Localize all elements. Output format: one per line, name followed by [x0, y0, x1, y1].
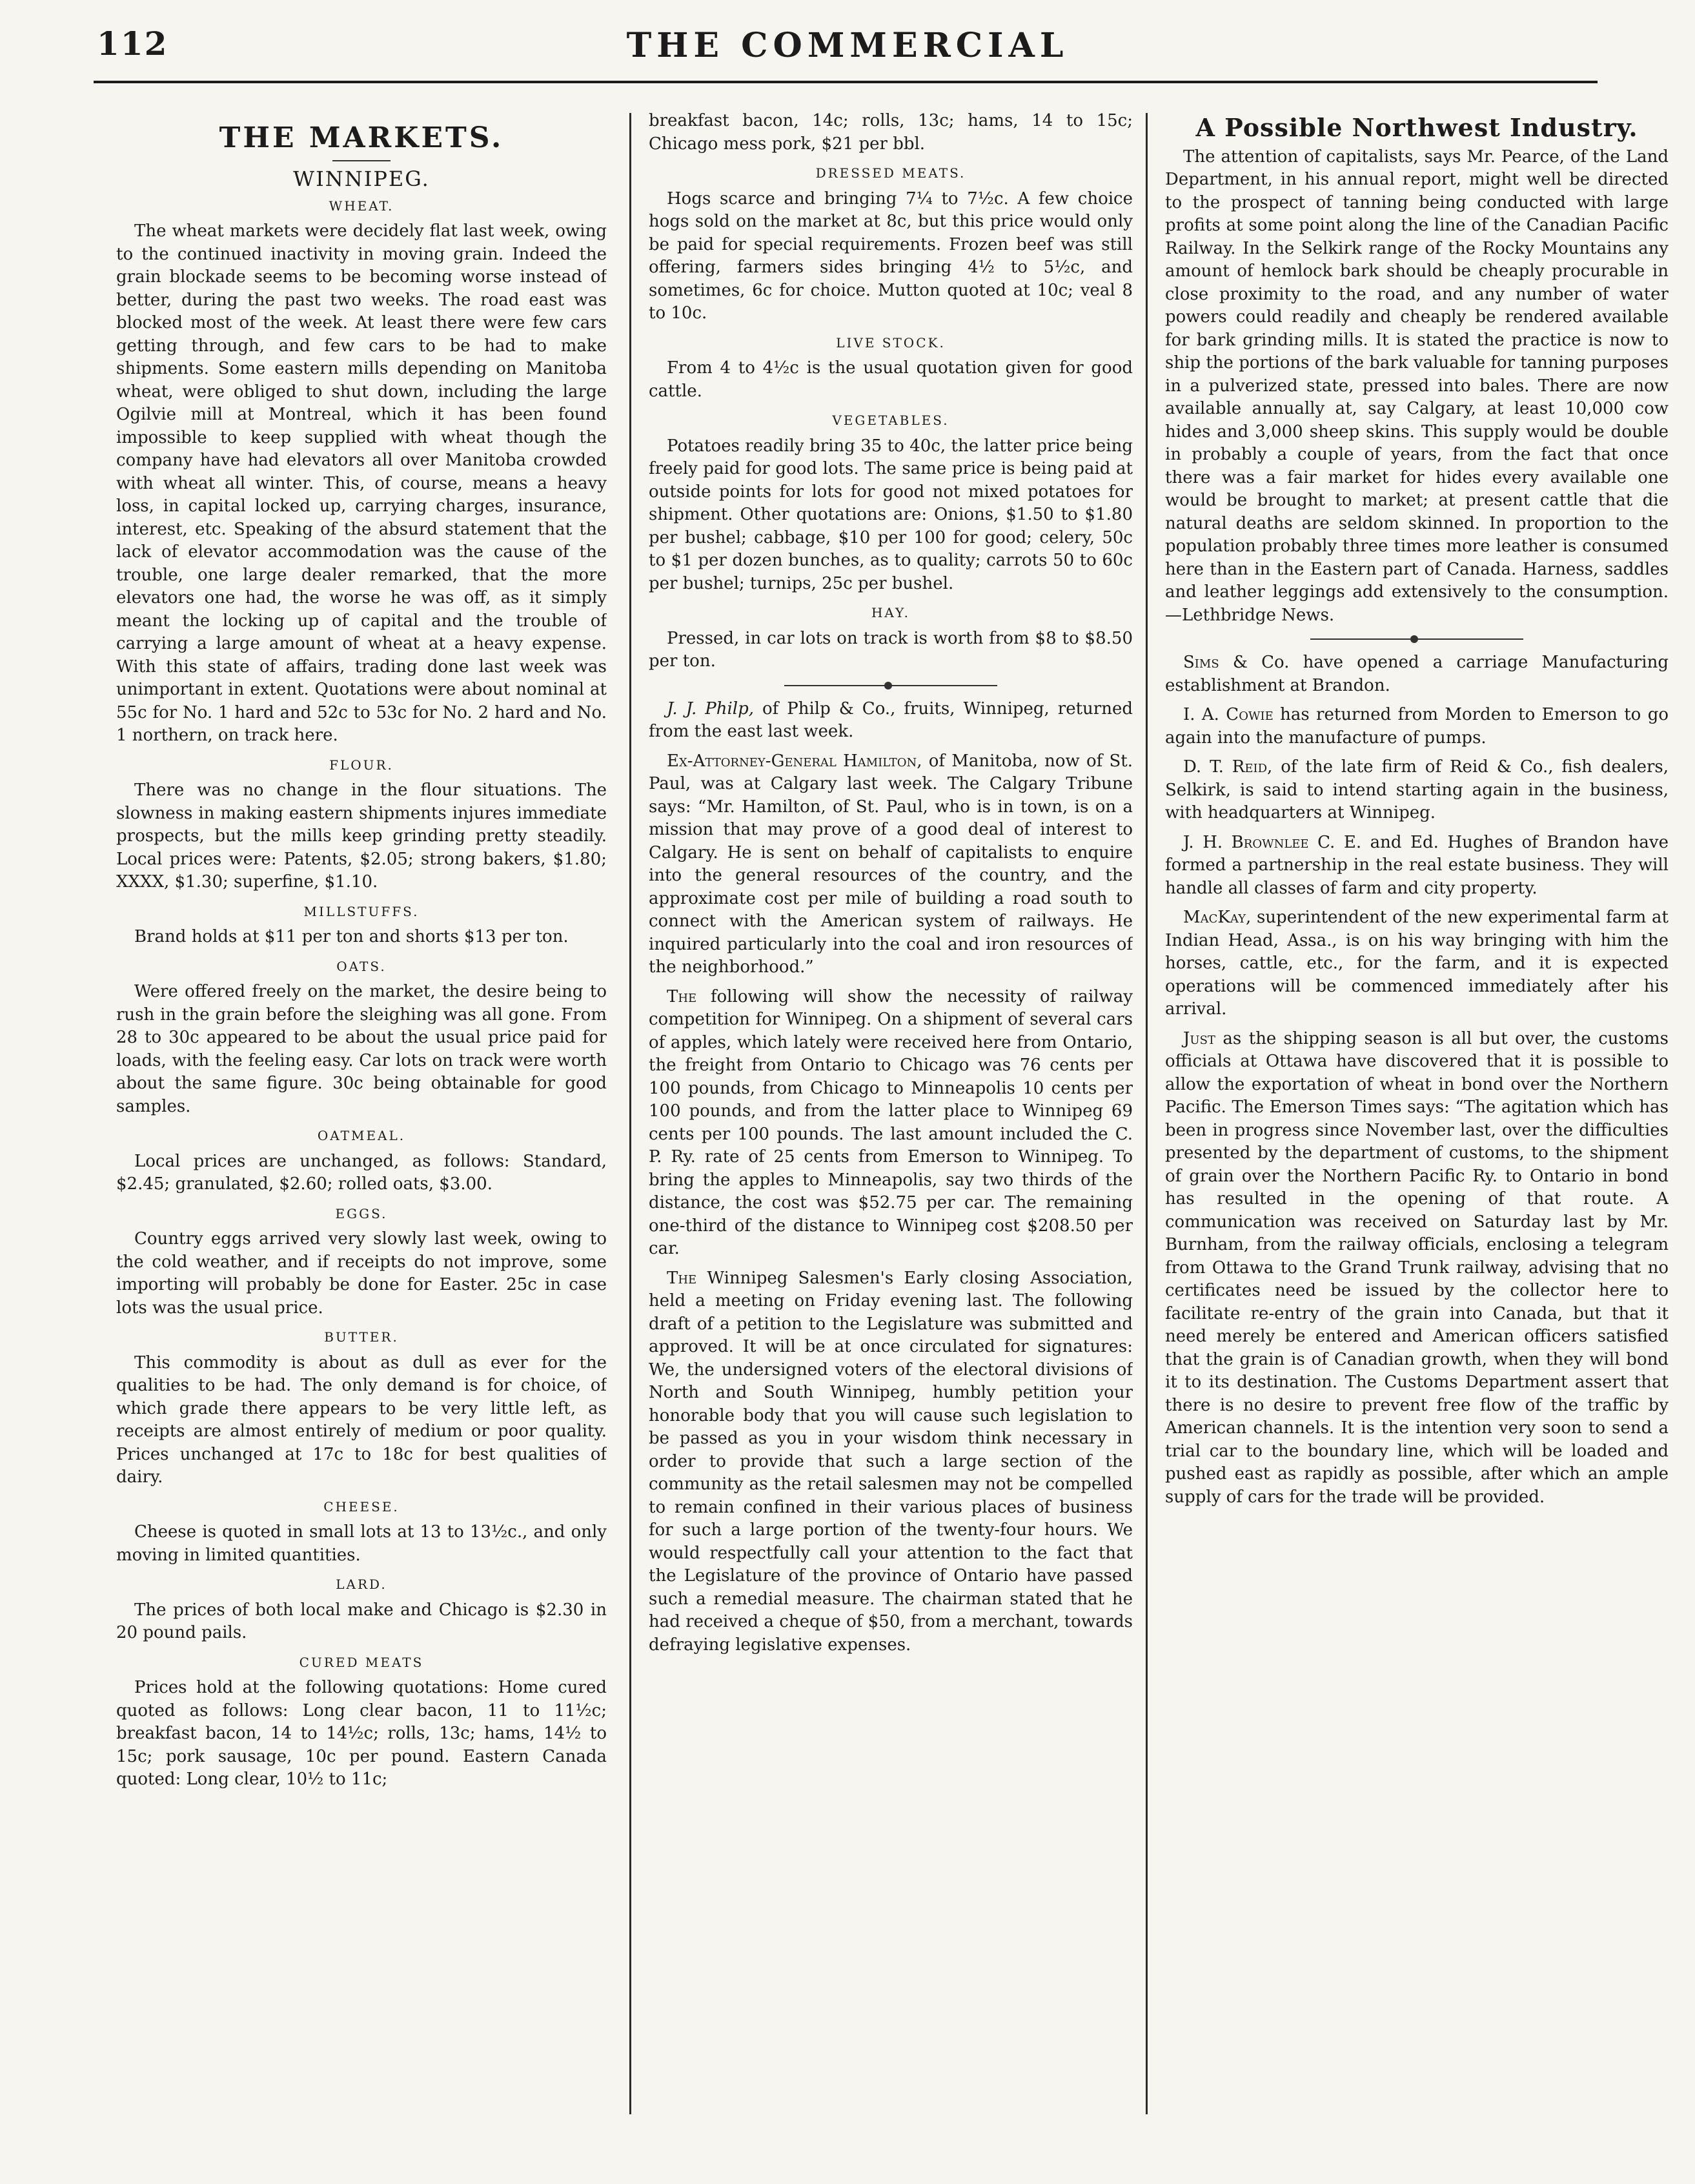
- dressed-meats-text: Hogs scarce and bringing 7¼ to 7½c. A few choice hogs sold on the market at 8c, but this price would only be paid for special requirements. Frozen beef was still offering, farmers sides bringing 4½ to 5½c, and sometimes, 6c for choice. Mutton quoted at 10c; veal 8 to 10c.: [649, 189, 1133, 323]
- industry-heading: A Possible Northwest Industry.: [1195, 113, 1638, 142]
- cheese-label: CHEESE.: [323, 1498, 400, 1515]
- news-item-sims-name: Sims: [1183, 653, 1219, 672]
- hay-text: Pressed, in car lots on track is worth from $8 to $8.50 per ton.: [649, 628, 1133, 671]
- news-item-reid-name: D. T. Reid,: [1183, 757, 1273, 777]
- vegetables-text: Potatoes readily bring 35 to 40c, the latter price being freely paid for good lots. The same price is being paid at outside points for lots for good not mixed potatoes for shipment. Other quotations are: Onions, $1.50 to $1.80 per bushel; cabbage, $10 per 100 for good; celery, 50c to $1 per dozen bunches, as to quality; carrots 50 to 60c per bushel; turnips, 25c per bushel.: [649, 436, 1133, 593]
- masthead-rule: [94, 81, 1598, 83]
- flour-text: There was no change in the flour situations. The slowness in making eastern shipments injures immediate prospects, but the mills keep grinding pretty steadily. Local prices were: Patents, $2.05; strong bakers, $1.80; XXXX, $1.30; superfine, $1.10.: [116, 781, 607, 892]
- news-item-customs-name: Just: [1183, 1028, 1215, 1048]
- oats-label: OATS.: [336, 958, 387, 974]
- lard-text: The prices of both local make and Chicago is $2.30 in 20 pound pails.: [116, 1600, 607, 1642]
- news-item-salesmen: [649, 1267, 1133, 1657]
- wheat-text: The wheat markets were decidely flat last week, owing to the continued inactivity in moving grain. Indeed the grain blockade seems to be becoming worse instead of better, during the past two weeks. The road east was blocked most of the week. At least there were few cars getting through, and few cars to be had to make shipments. Some eastern mills depending on Manitoba wheat, were obliged to shut down, including the large Ogilvie mill at Montreal, which it has been found impossible to keep supplied with wheat though the company have had elevators all over Manitoba crowded with wheat all winter. This, of course, means a heavy loss, in capital locked up, carrying charges, insurance, interest, etc. Speaking of the absurd statement that the lack of elevator accommodation was the cause of the trouble, one large dealer remarked, that the more elevators one had, the worse he was off, as it simply meant the locking up of capital and the trouble of carrying a large amount of wheat at a heavy expense. With this state of affairs, trading done last week was unimportant in extent. Quotations were about nominal at 55c for No. 1 hard and 52c to 53c for No. 2 hard and No. 1 northern, on track here.: [116, 221, 607, 745]
- news-item-salesmen-name: The: [667, 1268, 697, 1288]
- news-item-reid-text: of the late firm of Reid & Co., fish dealers, Selkirk, is said to intend starting again in the business, with headquarters at Winnipeg.: [1165, 757, 1669, 822]
- news-item-mackay: [1165, 906, 1669, 1021]
- city-subheading: WINNIPEG.: [293, 167, 430, 191]
- news-item-cowie: [1165, 704, 1669, 750]
- oatmeal-text: Local prices are unchanged, as follows: Standard, $2.45; granulated, $2.60; rolled oats, $3.00.: [116, 1151, 607, 1194]
- news-item-philp-name: J. J. Philp,: [667, 699, 755, 719]
- column-1: [116, 110, 607, 2130]
- news-item-customs-text: as the shipping season is all but over, the customs officials at Ottawa have discovered that it is possible to allow the exportation of wheat in bond over the Northern Pacific. The Emerson Times says: “The agitation which has been in progress since November last, over the difficulties presented by the department of customs, to the shipment of grain over the Northern Pacific Ry. to Ontario in bond has resulted in the opening of that route. A communication was received on Saturday last by Mr. Burnham, from the railway officials, enclosing a telegram from Ottawa to the Grand Trunk railway, advising that no certificates need be issued by the collector here to facilitate re-entry of the grain into Canada, but that it need merely be entered and American officers satisfied that the grain is of Canadian growth, when they will bond it to its destination. The Customs Department assert that there is no desire to prevent free flow of the traffic by American channels. It is the intention very soon to send a trial car to the boundary line, which will be loaded and pushed east as rapidly as possible, after which an ample supply of cars for the trade will be provided.: [1165, 1028, 1669, 1507]
- wheat-label: WHEAT.: [329, 198, 394, 214]
- page-number: 112: [97, 25, 168, 63]
- lard-label: LARD.: [336, 1577, 387, 1592]
- news-item-cowie-text: has returned from Morden to Emerson to go again into the manufacture of pumps.: [1165, 705, 1669, 748]
- news-item-customs: [1165, 1028, 1669, 1509]
- heading-rule: [332, 160, 391, 161]
- news-item-mackay-name: MacKay,: [1183, 908, 1252, 927]
- news-item-brownlee-name: J. H. Brownlee: [1183, 832, 1309, 852]
- column-2: [649, 110, 1133, 2130]
- news-item-competition: [649, 986, 1133, 1261]
- live-stock-text: From 4 to 4½c is the usual quotation given for good cattle.: [649, 358, 1133, 401]
- vegetables-label: VEGETABLES.: [832, 413, 949, 428]
- hay-label: HAY.: [871, 605, 911, 620]
- cheese-text: Cheese is quoted in small lots at 13 to 13½c., and only moving in limited quantities.: [116, 1522, 607, 1565]
- section-divider: [1310, 638, 1523, 640]
- news-item-salesmen-text: Winnipeg Salesmen's Early closing Association, held a meeting on Friday evening last. The following draft of a petition to the Legislature was submitted and approved. It will be at once circulated for signatures: We, the undersigned voters of the electoral divisions of North and South Winnipeg, humbly petition your honorable body that you will cause such legislation to be passed as you in your wisdom think necessary in order to provide that such a large section of the community as the retail salesmen may not be compelled to remain confined in their various places of business for such a large portion of the twenty-four hours. We would respectfully call your attention to the fact that the Legislature of the province of Ontario have passed such a remedial measure. The chairman stated that he had received a cheque of $50, from a merchant, towards defraying legislative expenses.: [649, 1268, 1133, 1655]
- news-item-mackay-text: superintendent of the new experimental farm at Indian Head, Assa., is on his way bringing with him the horses, cattle, etc., for the farm, and it is expected operations will be commenced immediately after his arrival.: [1165, 908, 1669, 1019]
- column-rule-2: [1146, 113, 1148, 2114]
- eggs-label: EGGS.: [335, 1205, 388, 1221]
- news-item-hamilton: [649, 750, 1133, 979]
- dressed-meats-label: DRESSED MEATS.: [815, 165, 966, 181]
- news-item-sims: [1165, 651, 1669, 697]
- news-item-philp: [649, 698, 1133, 744]
- butter-label: BUTTER.: [324, 1329, 399, 1345]
- eggs-text: Country eggs arrived very slowly last week, owing to the cold weather, and if receipts do not improve, some importing will probably be done for Easter. 25c in case lots was the usual price.: [116, 1229, 607, 1318]
- news-item-brownlee: [1165, 832, 1669, 901]
- column-3: [1165, 110, 1669, 2130]
- flour-label: FLOUR.: [329, 757, 394, 773]
- live-stock-label: LIVE STOCK.: [836, 334, 946, 351]
- millstuffs-text: Brand holds at $11 per ton and shorts $13 per ton.: [134, 927, 569, 946]
- cured-meats-text: Prices hold at the following quotations: Home cured quoted as follows: Long clear bacon, 11 to 11½c; breakfast bacon, 14 to 14½c; rolls, 13c; hams, 14½ to 15c; pork sausage, 10c per pound. Eastern Canada quoted: Long clear, 10½ to 11c;: [116, 1678, 607, 1789]
- cured-meats-label: CURED MEATS: [299, 1654, 424, 1670]
- oatmeal-label: OATMEAL.: [317, 1128, 406, 1143]
- news-item-hamilton-name: Ex-Attorney-General Hamilton,: [667, 751, 922, 771]
- news-item-competition-text: following will show the necessity of railway competition for Winnipeg. On a shipment of several cars of apples, which lately were received here from Ontario, the freight from Ontario to Chicago was 76 cents per 100 pounds, from Chicago to Minneapolis 10 cents per 100 pounds, and from the latter place to Winnipeg 69 cents per 100 pounds. The last amount included the C. P. Ry. rate of 25 cents from Emerson to Winnipeg. To bring the apples to Minneapolis, say two thirds of the distance, the cost was $52.75 per car. The remaining one-third of the distance to Winnipeg cost $208.50 per car.: [649, 986, 1133, 1258]
- butter-text: This commodity is about as dull as ever for the qualities to be had. The only demand is for choice, of which grade there appears to be very little left, as receipts are almost entirely of medium or poor quality. Prices unchanged at 17c to 18c for best qualities of dairy.: [116, 1352, 607, 1487]
- news-item-brownlee-text: C. E. and Ed. Hughes of Brandon have formed a partnership in the real estate business. They will handle all classes of farm and city property.: [1165, 832, 1669, 898]
- cured-meats-continuation: breakfast bacon, 14c; rolls, 13c; hams, 14 to 15c; Chicago mess pork, $21 per bbl.: [649, 111, 1133, 154]
- markets-heading: THE MARKETS.: [219, 121, 504, 154]
- industry-text: The attention of capitalists, says Mr. Pearce, of the Land Department, in his annual report, might well be directed to the prospect of tanning being conducted with large profits at some point along the line of the Canadian Pacific Railway. In the Selkirk range of the Rocky Mountains any amount of hemlock bark should be cheaply procurable in close proximity to the road, and any number of water powers could readily and cheaply be rendered available for bark grinding mills. It is stated the practice is now to ship the portions of the bark valuable for tanning purposes in a pulverized state, pressed into bales. There are now available annually at, say Calgary, at least 10,000 cow hides and 3,000 sheep skins. This supply would be double in probably a couple of years, from the fact that once there was a fair market for hides every available one would be brought to market; at present cattle that die natural deaths are seldom skinned. In proportion to the population probably three times more leather is consumed here than in the Eastern part of Canada. Harness, saddles and leather leggings add extensively to the consumption.—Lethbridge News.: [1165, 147, 1669, 625]
- news-item-reid: [1165, 756, 1669, 825]
- oats-text: Were offered freely on the market, the desire being to rush in the grain before the sleighing was all gone. From 28 to 30c appeared to be about the usual price paid for loads, with the feeling easy. Car lots on track were worth about the same figure. 30c being obtainable for good samples.: [116, 982, 607, 1116]
- news-item-competition-name: The: [667, 986, 697, 1006]
- section-divider: [784, 685, 997, 686]
- millstuffs-label: MILLSTUFFS.: [303, 903, 420, 919]
- news-item-hamilton-text: of Manitoba, now of St. Paul, was at Calgary last week. The Calgary Tribune says: “Mr. Hamilton, of St. Paul, who is in town, is on a mission that may prove of a good deal of interest to Calgary. He is sent on behalf of capitalists to enquire into the general resources of the country, and the approximate cost per mile of building a road south to connect with the American system of railways. He inquired particularly into the coal and iron resources of the neighborhood.”: [649, 751, 1133, 977]
- column-rule-1: [629, 113, 631, 2114]
- masthead-title: THE COMMERCIAL: [626, 26, 1069, 65]
- news-item-sims-text: & Co. have opened a carriage Manufacturing establishment at Brandon.: [1165, 653, 1669, 695]
- news-item-cowie-name: I. A. Cowie: [1183, 705, 1274, 724]
- news-item-philp-text: of Philp & Co., fruits, Winnipeg, returned from the east last week.: [649, 699, 1133, 741]
